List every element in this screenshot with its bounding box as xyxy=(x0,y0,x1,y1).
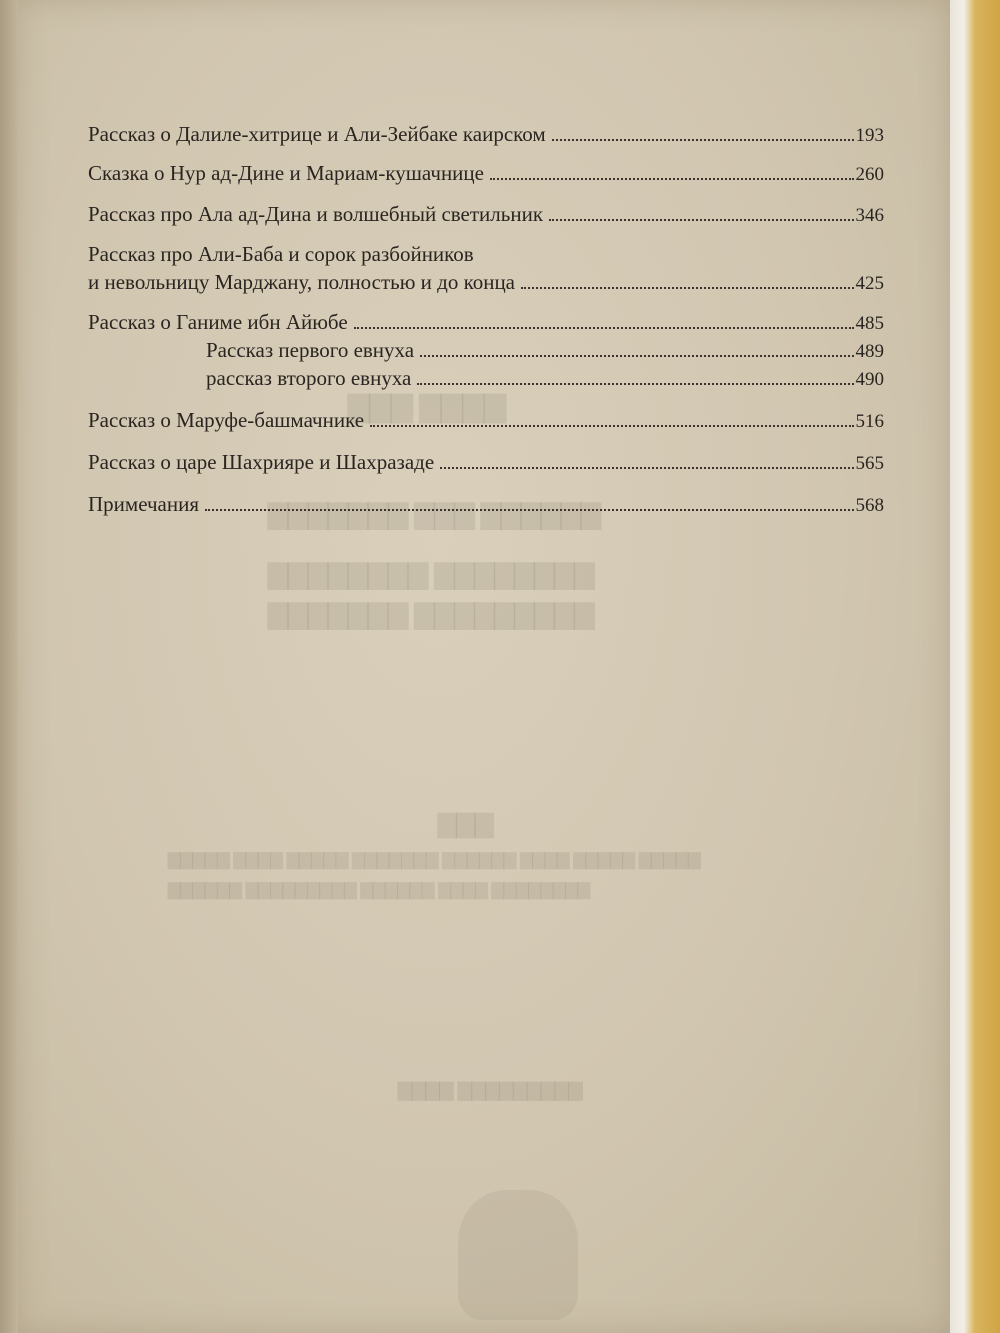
toc-entry-title: Рассказ о Маруфе-башмачнике xyxy=(88,408,365,432)
toc-entry-page: 490 xyxy=(855,369,884,390)
bleed-through-emblem xyxy=(458,1190,578,1320)
toc-entry xyxy=(88,406,884,436)
dot-leader xyxy=(440,467,853,469)
toc-entry xyxy=(88,240,884,298)
toc-entry-title: Рассказ о Ганиме ибн Айюбе xyxy=(88,310,348,334)
dot-leader xyxy=(552,139,854,141)
toc-entry-title: Рассказ про Али-Баба и сорок разбойников xyxy=(88,242,474,266)
toc-entry-page: 516 xyxy=(855,411,884,432)
dot-leader xyxy=(420,355,853,357)
page-edges xyxy=(944,0,1000,1333)
toc-entry-title: Сказка о Нур ад-Дине и Мариам-кушачнице xyxy=(88,161,484,185)
toc-subentry xyxy=(88,364,884,394)
toc-subentry xyxy=(88,336,884,366)
bleed-through-text: ▇▇▇▇▇▇ ▇▇▇▇▇▇▇▇▇ ▇▇▇▇▇▇ ▇▇▇▇ ▇▇▇▇▇▇▇▇ xyxy=(168,882,591,899)
bleed-through-text: ▇▇▇▇▇▇▇ ▇▇▇▇▇▇▇▇▇ xyxy=(268,600,595,629)
toc-entry-title: Примечания xyxy=(88,492,200,516)
toc-entry xyxy=(88,448,884,478)
toc-entry-page: 489 xyxy=(855,341,884,362)
dot-leader xyxy=(354,327,854,329)
toc-entry-page: 193 xyxy=(855,125,884,146)
toc-entry-page: 260 xyxy=(855,164,884,185)
toc-entry-title-continued: и невольницу Марджану, полностью и до конца xyxy=(88,270,516,294)
toc-entry-title: Рассказ про Ала ад-Дина и волшебный светильник xyxy=(88,202,544,226)
book-page xyxy=(18,0,950,1333)
toc-entry xyxy=(88,490,884,520)
toc-entry-page: 346 xyxy=(855,205,884,226)
bleed-through-text: ▇▇▇ xyxy=(438,812,494,838)
toc-entry-page: 425 xyxy=(855,273,884,294)
dot-leader xyxy=(417,383,853,385)
toc-entry xyxy=(88,120,884,150)
bleed-through-text: ▇▇▇▇ ▇▇▇▇▇▇▇▇▇ xyxy=(398,1080,583,1100)
dot-leader xyxy=(370,425,853,427)
toc-entry-title: Рассказ о Далиле-хитрице и Али-Зейбаке каирском xyxy=(88,122,546,146)
toc-entry-title: Рассказ первого евнуха xyxy=(206,338,415,362)
toc-entry-page: 568 xyxy=(855,495,884,516)
toc-entry-page: 485 xyxy=(855,313,884,334)
bleed-through-text: ▇▇▇▇▇▇▇ ▇▇▇ ▇▇▇▇▇▇ xyxy=(268,500,601,529)
bleed-through-text: ▇▇▇▇▇▇▇▇ ▇▇▇▇▇▇▇▇ xyxy=(268,560,595,589)
toc-entry-title: Рассказ о царе Шахрияре и Шахразаде xyxy=(88,450,435,474)
toc-entry-title: рассказ второго евнуха xyxy=(206,366,412,390)
bleed-through-text: ▇▇▇▇▇ ▇▇▇▇ ▇▇▇▇▇ ▇▇▇▇▇▇▇ ▇▇▇▇▇▇ ▇▇▇▇ ▇▇▇▇▇ ▇▇▇▇▇ xyxy=(168,852,701,869)
dot-leader xyxy=(205,509,853,511)
dot-leader xyxy=(490,178,854,180)
dot-leader xyxy=(549,219,853,221)
bleed-through-text: ▇▇▇ ▇▇▇▇ xyxy=(348,392,506,423)
toc-entry-page: 565 xyxy=(855,453,884,474)
toc-entry xyxy=(88,200,884,230)
dot-leader xyxy=(521,287,853,289)
toc-entry xyxy=(88,308,884,338)
toc-entry xyxy=(88,159,884,189)
